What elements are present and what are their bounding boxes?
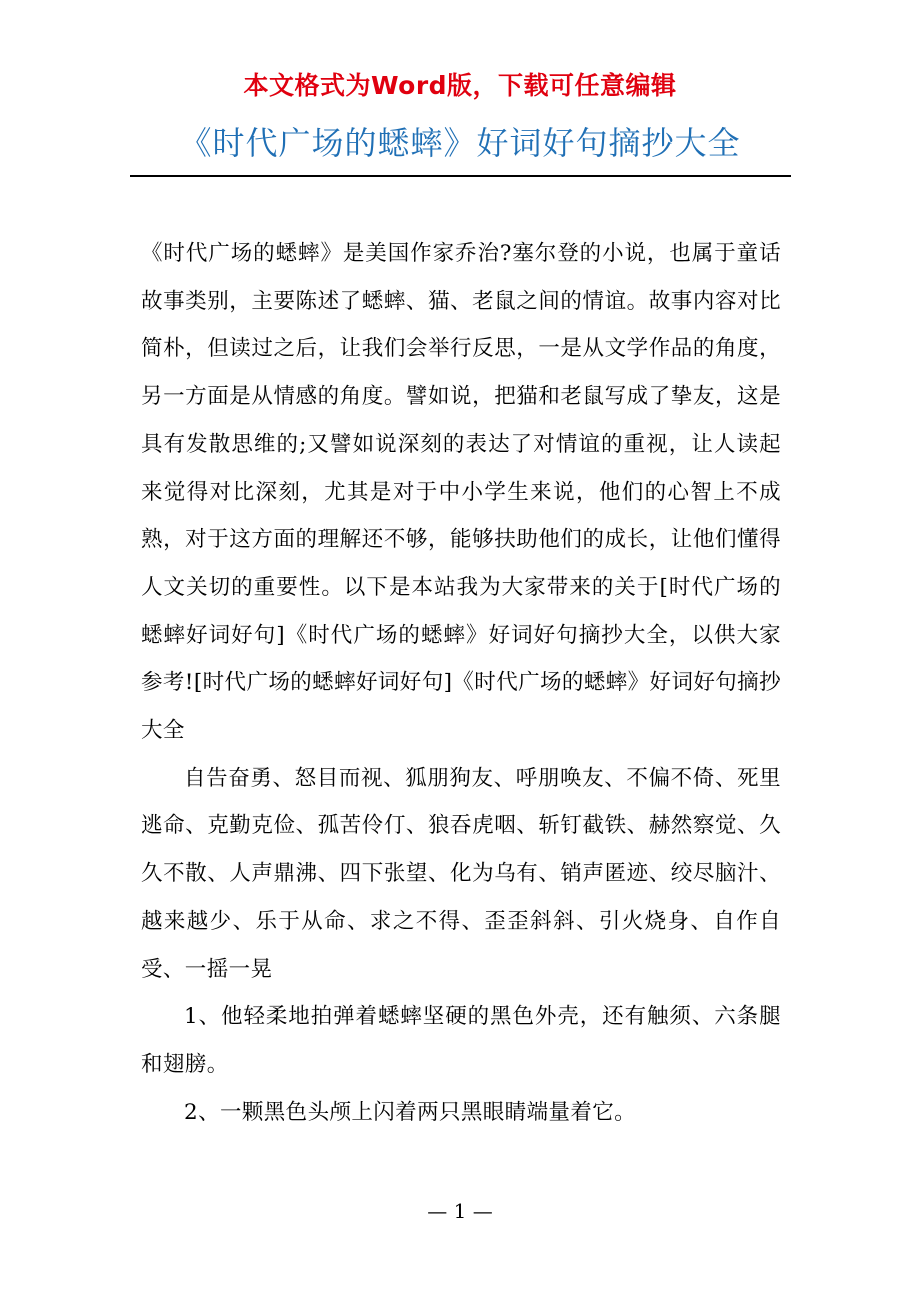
good-words-paragraph: 自告奋勇、怒目而视、狐朋狗友、呼朋唤友、不偏不倚、死里逃命、克勤克俭、孤苦伶仃、狼吞虎咽、斩钉截铁、赫然察觉、久久不散、人声鼎沸、四下张望、化为乌有、销声匿迹、绞尽脑汁、越来越少、乐于从命、求之不得、歪歪斜斜、引火烧身、自作自受、一摇一晃: [141, 765, 781, 982]
document-body: [141, 230, 781, 1136]
document-title: 《时代广场的蟋蟀》好词好句摘抄大全: [179, 124, 741, 162]
page-number: — 1 —: [427, 1199, 493, 1223]
sentence-paragraph: 2、一颗黑色头颅上闪着两只黑眼睛端量着它。: [184, 1099, 637, 1125]
title-divider: [130, 175, 791, 177]
sentence-paragraph: 1、他轻柔地拍弹着蟋蟀坚硬的黑色外壳，还有触须、六条腿和翅膀。: [141, 1004, 781, 1077]
intro-paragraph: 《时代广场的蟋蟀》是美国作家乔治?塞尔登的小说，也属于童话故事类别，主要陈述了蟋蟀、猫、老鼠之间的情谊。故事内容对比简朴，但读过之后，让我们会举行反思，一是从文学作品的角度，另一方面是从情感的角度。譬如说，把猫和老鼠写成了挚友，这是具有发散思维的;又譬如说深刻的表达了对情谊的重视，让人读起来觉得对比深刻，尤其是对于中小学生来说，他们的心智上不成熟，对于这方面的理解还不够，能够扶助他们的成长，让他们懂得人文关切的重要性。以下是本站我为大家带来的关于[时代广场的蟋蟀好词好句]《时代广场的蟋蟀》好词好句摘抄大全，以供大家参考![时代广场的蟋蟀好词好句]《时代广场的蟋蟀》好词好句摘抄大全: [141, 241, 781, 744]
format-notice-banner: 本文格式为Word版，下载可任意编辑: [243, 71, 677, 100]
